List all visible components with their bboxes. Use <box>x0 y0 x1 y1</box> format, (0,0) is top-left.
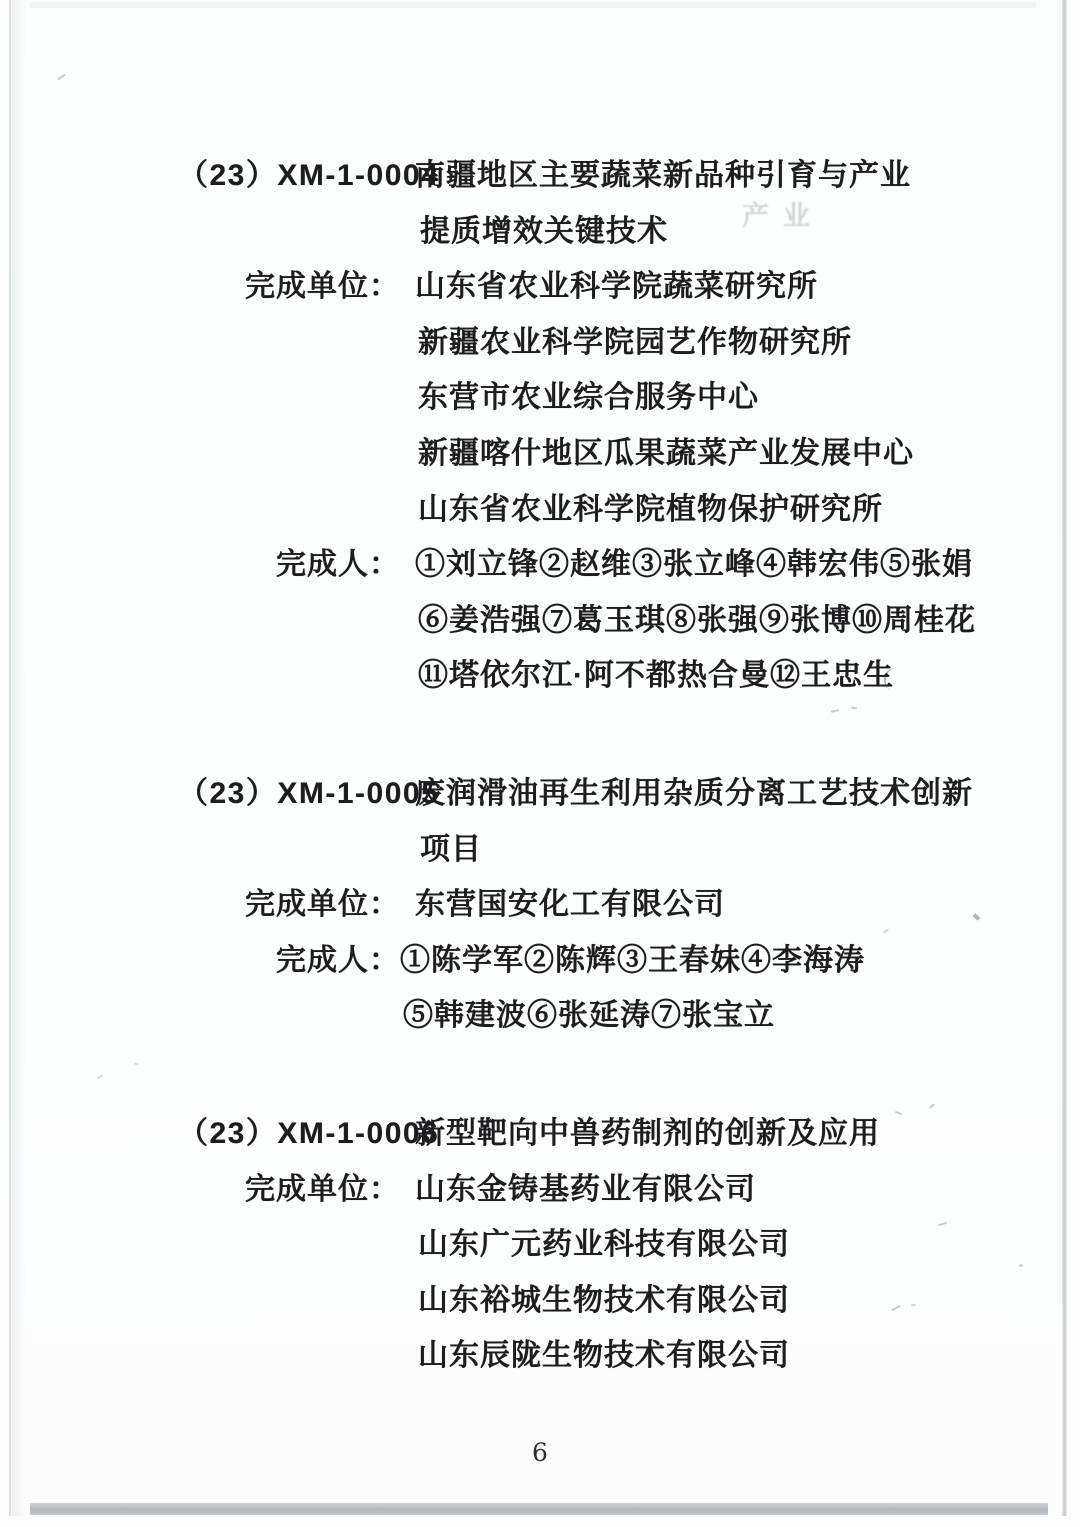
project-code: （23）XM-1-0005 <box>178 777 440 810</box>
people-label: 完成人： <box>276 943 400 977</box>
scan-ghost-text: 产业 <box>742 201 824 231</box>
org-line: 山东省农业科学院植物保护研究所 <box>418 492 883 526</box>
people-line: ⑪塔依尔江·阿不都热合曼⑫王忠生 <box>418 659 894 693</box>
project-title-line: 新型靶向中兽药制剂的创新及应用 <box>415 1117 880 1150</box>
org-label: 完成单位： <box>245 270 400 304</box>
org-line: 山东省农业科学院蔬菜研究所 <box>415 270 818 304</box>
org-line: 东营市农业综合服务中心 <box>418 381 759 415</box>
people-label: 完成人： <box>276 548 400 582</box>
org-line: 山东辰陇生物技术有限公司 <box>418 1339 790 1373</box>
project-title-line: 南疆地区主要蔬菜新品种引育与产业 <box>415 159 911 192</box>
org-line: 新疆农业科学院园艺作物研究所 <box>418 325 852 359</box>
org-label: 完成单位： <box>245 888 400 922</box>
org-line: 山东裕城生物技术有限公司 <box>418 1283 790 1317</box>
people-line: ①刘立锋②赵维③张立峰④韩宏伟⑤张娟 <box>415 548 973 582</box>
org-line: 东营国安化工有限公司 <box>415 888 725 922</box>
project-title-line: 项目 <box>420 832 482 866</box>
scan-speck <box>1019 1264 1023 1267</box>
project-title-line: 提质增效关键技术 <box>420 214 668 248</box>
scan-edge-left-shadow <box>12 0 26 1516</box>
org-line: 山东广元药业科技有限公司 <box>418 1228 790 1262</box>
page-number: 6 <box>532 1438 548 1467</box>
org-line: 新疆喀什地区瓜果蔬菜产业发展中心 <box>418 437 914 470</box>
scan-edge-left <box>9 0 11 1516</box>
scan-edge-bottom <box>30 1503 1048 1515</box>
org-label: 完成单位： <box>245 1172 400 1206</box>
project-code: （23）XM-1-0004 <box>178 159 440 192</box>
people-line: ⑤韩建波⑥张延涛⑦张宝立 <box>403 999 775 1033</box>
project-code: （23）XM-1-0006 <box>178 1117 440 1150</box>
people-line: ①陈学军②陈辉③王春妹④李海涛 <box>400 943 865 977</box>
scan-edge-right <box>1062 0 1067 1516</box>
project-title-line: 废润滑油再生利用杂质分离工艺技术创新 <box>415 777 973 810</box>
people-line: ⑥姜浩强⑦葛玉琪⑧张强⑨张博⑩周桂花 <box>418 603 976 637</box>
org-line: 山东金铸基药业有限公司 <box>415 1172 756 1206</box>
scan-edge-top <box>30 2 1036 8</box>
